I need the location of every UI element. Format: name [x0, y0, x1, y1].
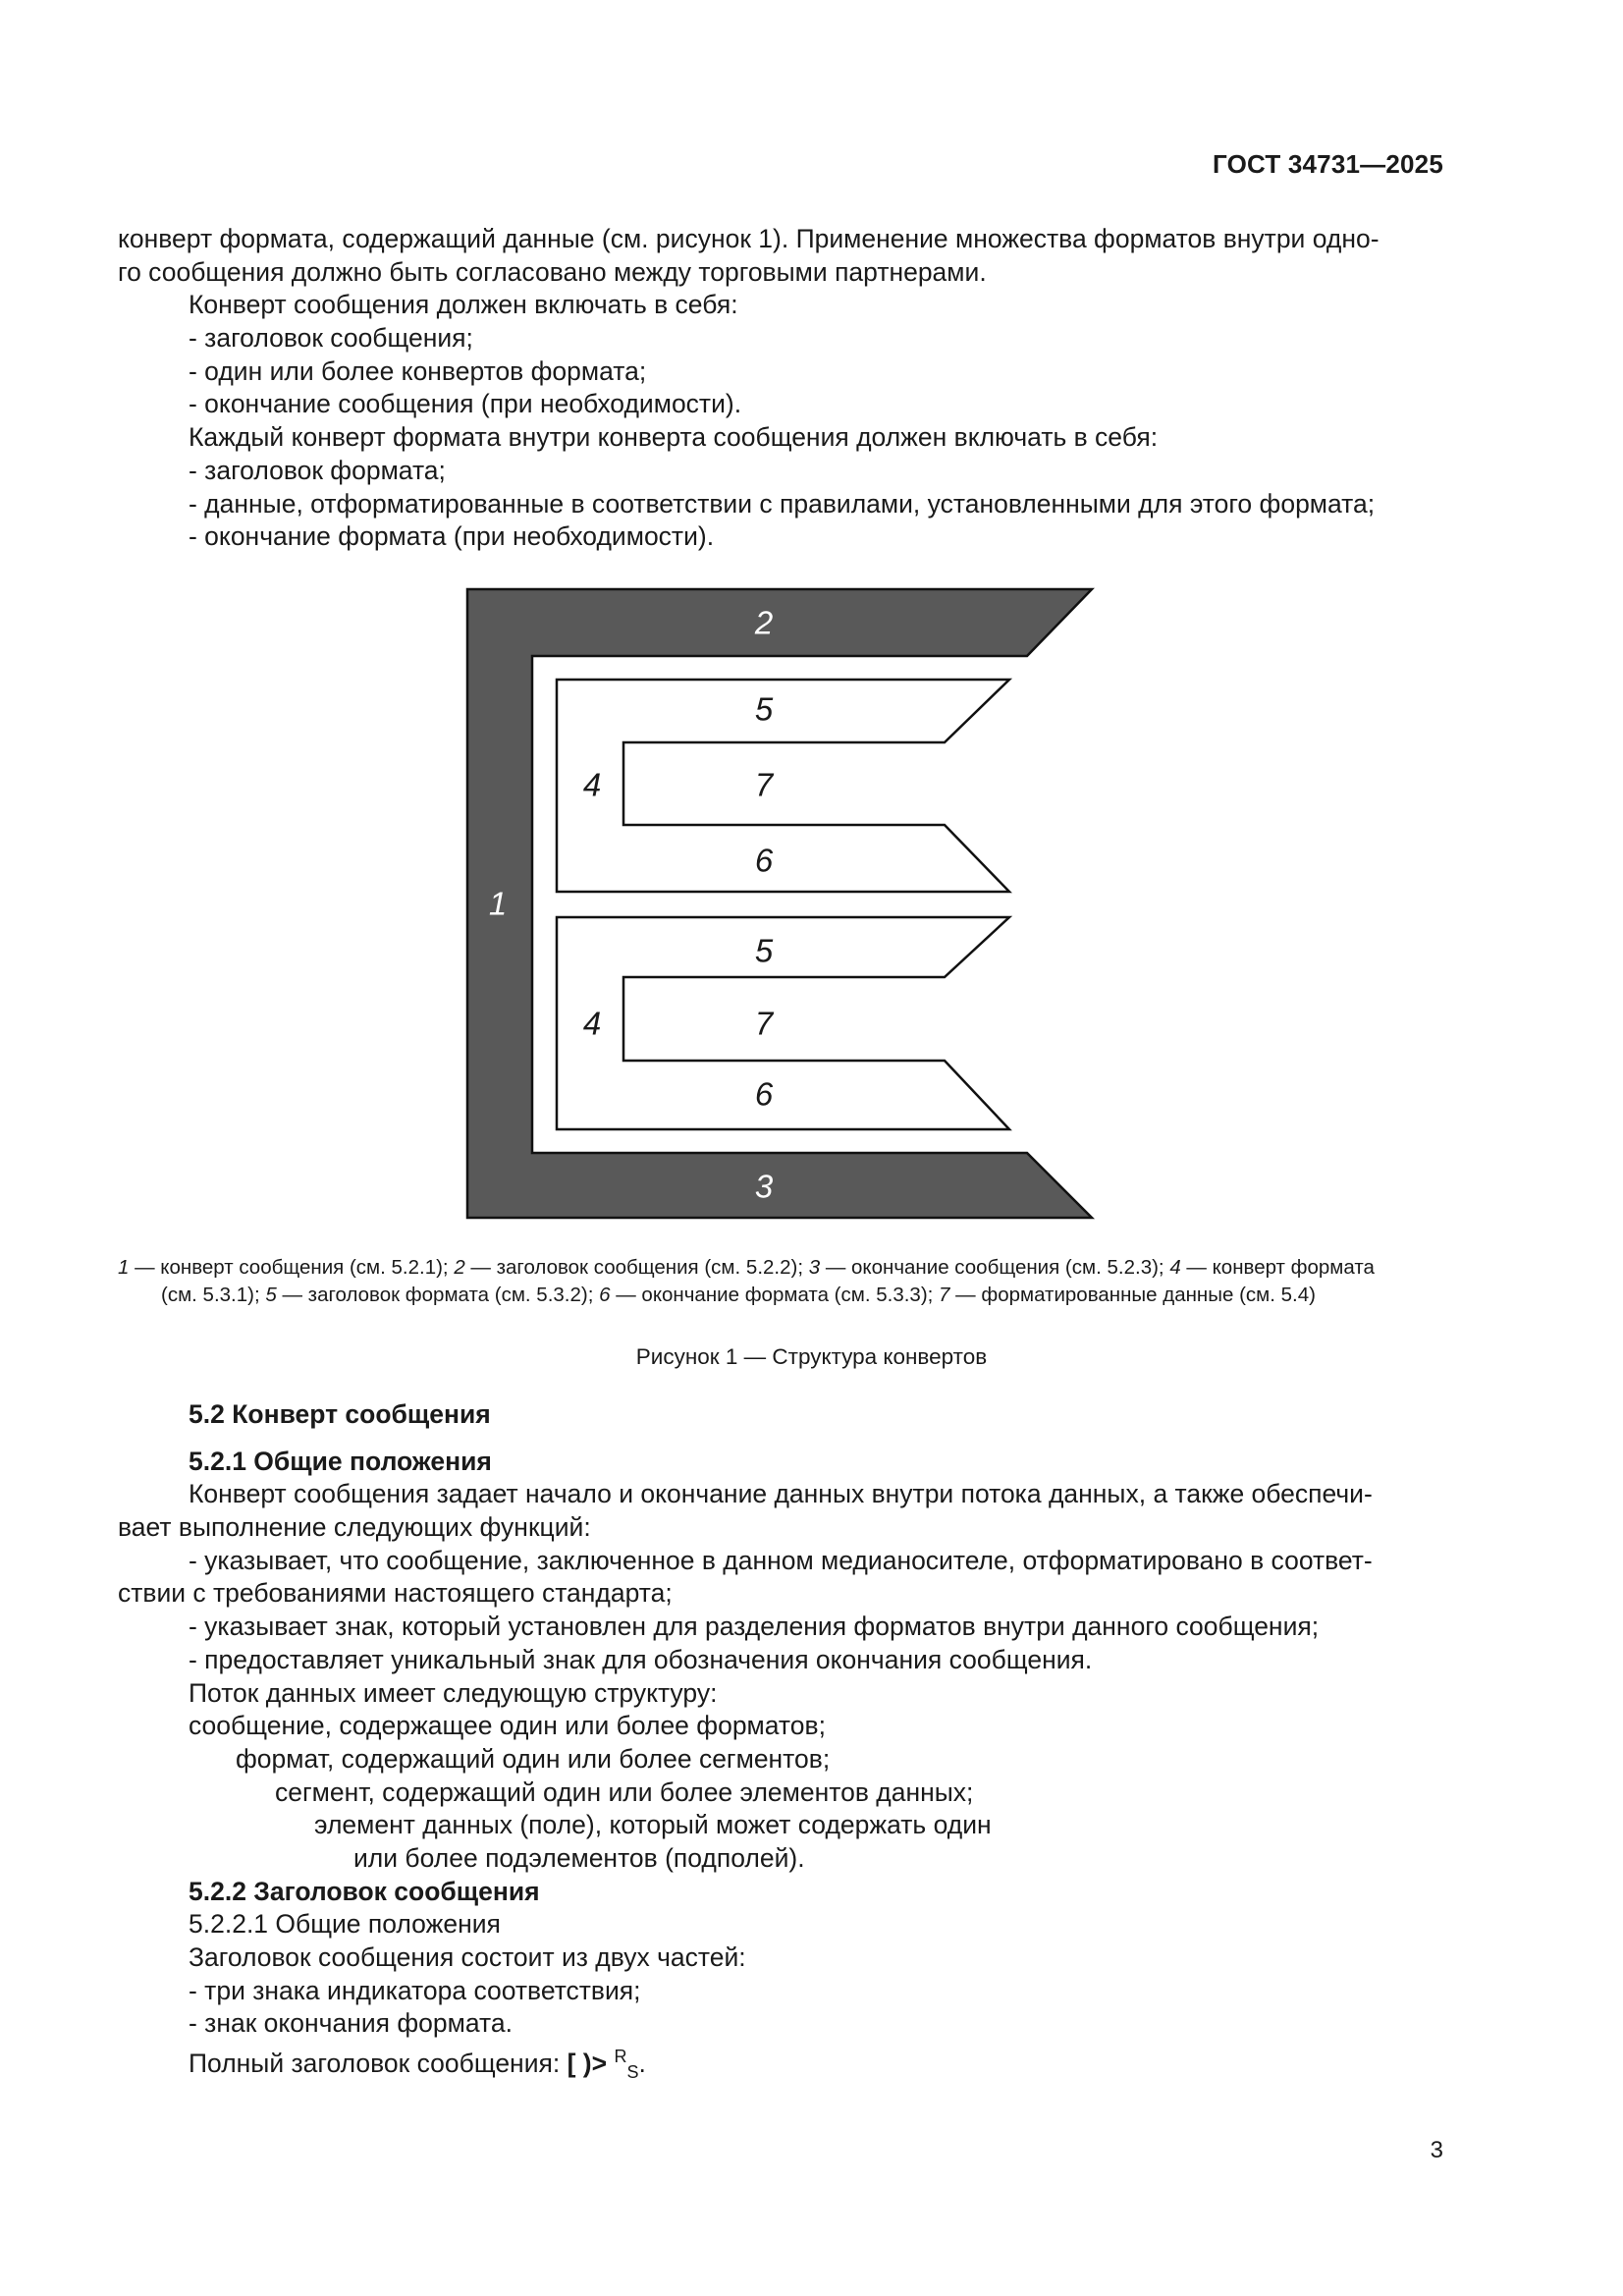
legend-text: — конверт сообщения (см. 5.2.1); — [129, 1256, 455, 1279]
structure-line: сегмент, содержащий один или более элементов данных; — [275, 1777, 974, 1807]
list-item: ствии с требованиями настоящего стандарта; — [118, 1578, 673, 1609]
intro-paragraph: Каждый конверт формата внутри конверта сообщения должен включать в себя: — [189, 422, 1159, 453]
document-id: ГОСТ 34731—2025 — [1213, 149, 1443, 179]
format-envelope-shape — [557, 680, 1009, 892]
list-item: - предоставляет уникальный знак для обозначения окончания сообщения. — [189, 1644, 1093, 1674]
legend-number: 3 — [808, 1256, 821, 1279]
list-item: - три знака индикатора соответствия; — [189, 1975, 641, 2005]
legend-number: 2 — [454, 1256, 465, 1279]
structure-line: сообщение, содержащее один или более форматов; — [189, 1711, 826, 1741]
subsection-heading: 5.2.2 Заголовок сообщения — [189, 1876, 540, 1906]
label-formatted-data: 7 — [754, 766, 774, 803]
paragraph: Заголовок сообщения состоит из двух частей: — [189, 1942, 746, 1972]
figure-caption: Рисунок 1 — Структура конвертов — [635, 1344, 988, 1369]
legend-number: 4 — [1169, 1256, 1181, 1279]
full-header-line — [118, 2041, 1443, 2083]
label-format-header: 5 — [754, 690, 774, 728]
section-5-2 — [118, 1398, 1443, 2083]
legend-text: — окончание сообщения (см. 5.2.3); — [820, 1256, 1170, 1279]
paragraph-line: Конверт сообщения задает начало и окончание данных внутри потока данных, а также обеспечи- — [189, 1479, 1373, 1509]
legend-number: 6 — [599, 1284, 611, 1306]
list-item: - указывает, что сообщение, заключенное в данном медианосителе, отформатировано в соответ- — [189, 1545, 1373, 1575]
list-item: - заголовок формата; — [189, 455, 446, 485]
figure-legend — [118, 1254, 1443, 1309]
intro-paragraph-line: го сообщения должно быть согласовано между торговыми партнерами. — [118, 256, 987, 287]
intro-paragraph-line: конверт формата, содержащий данные (см. рисунок 1). Применение множества форматов внутри одно- — [118, 224, 1380, 253]
legend-text: — заголовок формата (см. 5.3.2); — [276, 1284, 600, 1306]
list-item: - окончание формата (при необходимости). — [189, 521, 715, 552]
section-heading: 5.2 Конверт сообщения — [189, 1399, 491, 1429]
full-header-prefix: Полный заголовок сообщения: — [189, 2048, 568, 2078]
legend-text: — конверт формата — [1180, 1256, 1375, 1279]
list-item: - окончание сообщения (при необходимости). — [189, 389, 742, 419]
list-item: - один или более конвертов формата; — [189, 355, 647, 386]
list-item: - данные, отформатированные в соответствии с правилами, установленными для этого формата; — [189, 488, 1376, 519]
paragraph: Поток данных имеет следующую структуру: — [189, 1677, 718, 1708]
rs-subscript: S — [626, 2062, 639, 2083]
label-message-trailer: 3 — [754, 1168, 774, 1205]
structure-line: элемент данных (поле), который может содержать один — [314, 1810, 992, 1840]
legend-number: 5 — [265, 1284, 277, 1306]
intro-paragraph: Конверт сообщения должен включать в себя: — [189, 290, 738, 320]
paragraph-line: вает выполнение следующих функций: — [118, 1512, 591, 1543]
label-format-trailer: 6 — [754, 1075, 774, 1113]
legend-text: — заголовок сообщения (см. 5.2.2); — [464, 1256, 809, 1279]
list-item: - знак окончания формата. — [189, 2008, 513, 2039]
label-format-envelope: 4 — [582, 1005, 602, 1042]
legend-text: — форматированные данные (см. 5.4) — [949, 1284, 1316, 1306]
list-item: - заголовок сообщения; — [189, 323, 473, 354]
legend-line — [118, 1282, 1443, 1309]
subsection-heading: 5.2.1 Общие положения — [189, 1446, 492, 1476]
label-formatted-data: 7 — [754, 1005, 774, 1042]
legend-number: 1 — [118, 1256, 130, 1279]
label-message-envelope: 1 — [488, 885, 508, 922]
subsubsection-heading: 5.2.2.1 Общие положения — [189, 1909, 501, 1940]
label-message-header: 2 — [754, 604, 774, 641]
structure-line: или более подэлементов (подполей). — [353, 1842, 805, 1873]
label-format-envelope: 4 — [582, 766, 602, 803]
rs-superscript: R — [614, 2047, 627, 2067]
legend-number: 7 — [939, 1284, 950, 1306]
full-header-end: . — [638, 2048, 646, 2078]
format-envelope-shape — [557, 917, 1009, 1129]
label-format-header: 5 — [754, 932, 774, 969]
legend-text: (см. 5.3.1); — [161, 1284, 266, 1306]
structure-line: формат, содержащий один или более сегментов; — [236, 1743, 831, 1774]
page-number: 3 — [1430, 2137, 1443, 2163]
list-item: - указывает знак, который установлен для разделения форматов внутри данного сообщения; — [189, 1612, 1320, 1642]
header-symbol: [ )> — [567, 2048, 608, 2078]
legend-text: — окончание формата (см. 5.3.3); — [610, 1284, 940, 1306]
legend-line — [118, 1254, 1443, 1282]
label-format-trailer: 6 — [754, 842, 774, 879]
message-envelope-shape — [467, 589, 1092, 1218]
